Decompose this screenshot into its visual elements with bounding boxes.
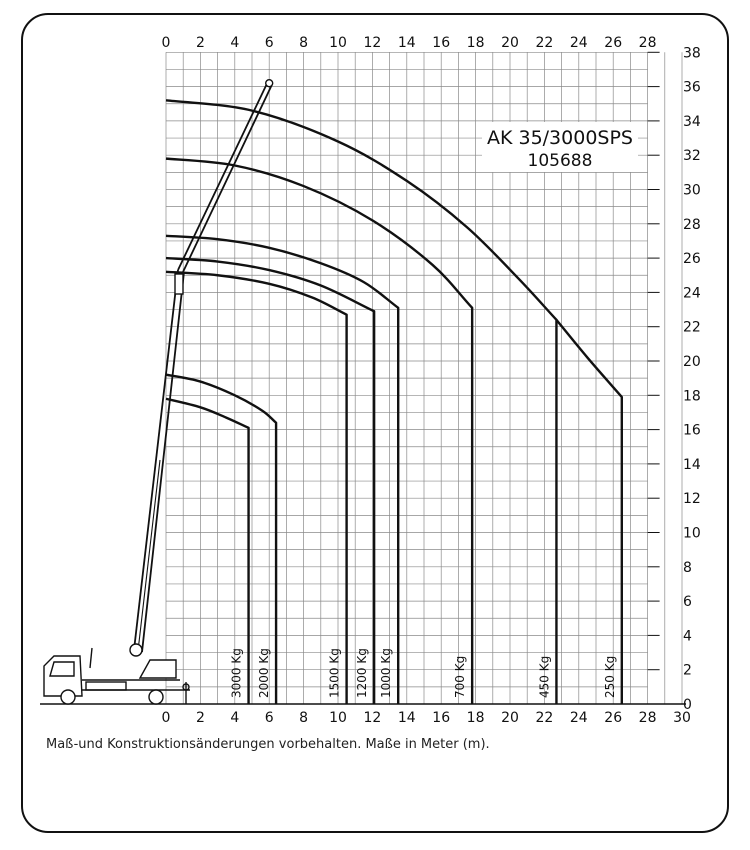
y-tick-label: 4 (683, 628, 692, 645)
vehicle-part (266, 80, 273, 87)
y-tick-label: 0 (683, 697, 692, 713)
x-tick-label-bottom: 22 (535, 710, 554, 726)
y-tick-label: 26 (683, 251, 701, 268)
x-tick-label-bottom: 20 (501, 710, 519, 726)
load-curve-label: 250 Kg (602, 655, 617, 698)
x-tick-label-bottom: 24 (569, 710, 588, 726)
x-tick-label-top: 8 (299, 35, 309, 51)
x-tick-label-top: 18 (466, 35, 485, 51)
x-tick-label-top: 24 (569, 35, 588, 51)
y-tick-label: 28 (683, 216, 701, 233)
x-tick-label-top: 2 (195, 35, 205, 51)
y-tick-label: 10 (683, 525, 701, 542)
y-tick-label: 24 (683, 285, 701, 302)
x-tick-label-top: 14 (397, 35, 416, 51)
x-tick-label-bottom: 30 (673, 710, 691, 726)
x-tick-label-top: 28 (638, 35, 657, 51)
x-tick-label-bottom: 8 (299, 710, 309, 726)
x-tick-label-bottom: 12 (363, 710, 382, 726)
x-tick-label-top: 4 (230, 35, 240, 51)
x-tick-label-top: 22 (535, 35, 554, 51)
load-curve-label: 1200 Kg (355, 648, 370, 698)
load-curve-label: 3000 Kg (229, 648, 244, 698)
x-tick-label-bottom: 6 (264, 710, 274, 726)
x-tick-label-bottom: 10 (329, 710, 347, 726)
load-curve-label: 700 Kg (453, 655, 468, 698)
vehicle-part (175, 274, 183, 294)
x-tick-label-bottom: 26 (604, 710, 623, 726)
y-tick-label: 14 (683, 456, 701, 473)
load-curve-label: 1500 Kg (327, 648, 342, 698)
y-tick-label: 2 (683, 662, 692, 679)
x-tick-label-top: 10 (329, 35, 347, 51)
y-tick-label: 6 (683, 594, 692, 611)
y-tick-label: 20 (683, 354, 701, 370)
x-tick-label-top: 6 (264, 35, 274, 51)
y-tick-label: 12 (683, 491, 701, 508)
x-tick-label-top: 20 (501, 35, 519, 51)
y-tick-label: 30 (683, 182, 701, 199)
chart-title: AK 35/3000SPS (486, 127, 634, 149)
y-tick-label: 18 (683, 388, 701, 405)
x-tick-label-bottom: 18 (466, 710, 485, 726)
vehicle-part (61, 690, 75, 704)
y-tick-label: 34 (683, 113, 701, 130)
x-tick-label-bottom: 4 (230, 710, 240, 726)
y-tick-label: 16 (683, 422, 701, 439)
load-curve-label: 1000 Kg (379, 648, 394, 698)
y-tick-label: 32 (683, 148, 701, 165)
x-tick-label-top: 16 (432, 35, 451, 51)
load-curve-label: 2000 Kg (257, 648, 272, 698)
y-tick-label: 22 (683, 319, 701, 336)
x-tick-label-bottom: 16 (432, 710, 451, 726)
x-tick-label-top: 26 (604, 35, 623, 51)
load-curve-label: 450 Kg (537, 655, 552, 698)
chart-subtitle: 105688 (527, 151, 593, 171)
x-tick-label-top: 12 (363, 35, 382, 51)
vehicle-part (149, 690, 163, 704)
x-tick-label-bottom: 14 (397, 710, 416, 726)
footnote: Maß-und Konstruktionsänderungen vorbehalten. Maße in Meter (m). (46, 737, 490, 752)
x-tick-label-bottom: 0 (161, 710, 171, 726)
title-box (482, 122, 638, 172)
vehicle-part (130, 644, 142, 656)
y-tick-label: 38 (683, 45, 701, 62)
x-tick-label-top: 0 (161, 35, 171, 51)
y-tick-label: 36 (683, 79, 701, 96)
x-tick-label-bottom: 2 (195, 710, 205, 726)
x-tick-label-bottom: 28 (638, 710, 657, 726)
y-tick-label: 8 (683, 559, 692, 576)
